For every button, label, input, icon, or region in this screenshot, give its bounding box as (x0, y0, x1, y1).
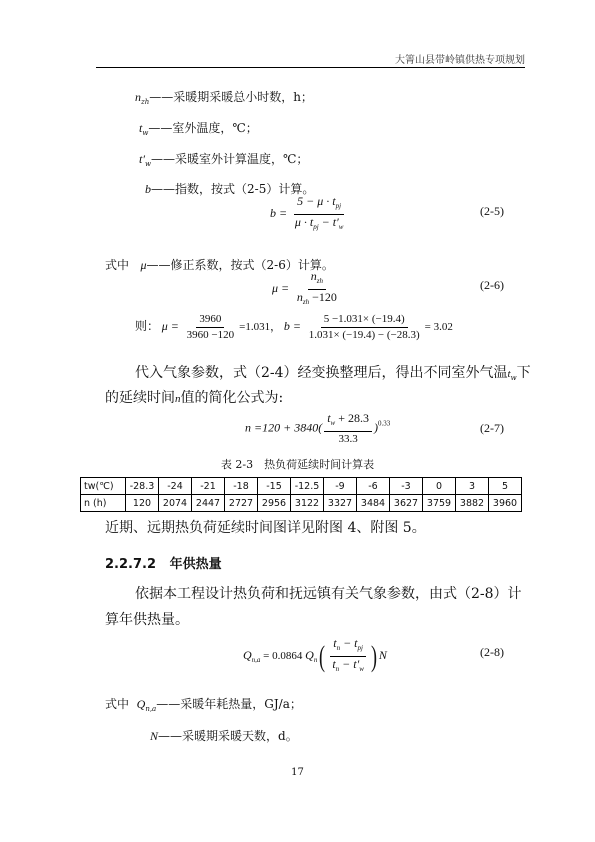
equation-2-7 (245, 412, 390, 446)
paragraph-2-line-1: 依据本工程设计热负荷和抚远镇有关气象参数，由式（2-8）计 (135, 586, 522, 602)
table-cell: -12.5 (291, 478, 324, 495)
table-cell: 3 (456, 478, 489, 495)
symbol-t-prime: t′ (139, 152, 145, 166)
table-cell: -18 (225, 478, 258, 495)
symbol-n: n (175, 393, 181, 405)
b-lhs: b = (283, 319, 301, 334)
denominator: 3960 −120 (186, 329, 235, 341)
fraction (324, 412, 372, 446)
data-table (80, 477, 522, 512)
lead-text: 式中 (105, 258, 130, 272)
paragraph-1-line-1 (135, 362, 531, 382)
table-cell: 2074 (159, 495, 192, 512)
row-header: tw(℃) (81, 478, 126, 495)
fraction (294, 270, 340, 309)
section-number: 2.2.7.2 (105, 557, 156, 572)
symbol-t: t (507, 368, 511, 380)
denominator: 33.3 (338, 433, 358, 445)
mu-lhs: μ = (161, 319, 179, 334)
table-row (81, 478, 522, 495)
subscript: n (313, 656, 318, 665)
numerator: $t_w + 28.3$ (324, 412, 372, 432)
subscript: w (144, 160, 151, 168)
eq-lhs: n =120 + 3840( (245, 420, 323, 435)
then-line (135, 313, 453, 342)
table-cell: 3122 (291, 495, 324, 512)
text: 下 (516, 365, 531, 381)
def-text: ——采暖期采暖总小时数，h； (149, 90, 313, 104)
symbol-N: N (378, 648, 387, 663)
table-cell: -3 (390, 478, 423, 495)
def-text: ——指数，按式（2-5）计算。 (151, 182, 315, 196)
symbol-t: t (139, 121, 143, 135)
def-text: ——室外温度，℃； (148, 121, 258, 135)
table-cell: -24 (159, 478, 192, 495)
subscript: w (142, 129, 149, 137)
b-fraction (306, 313, 423, 342)
equals-coefficient: = 0.0864 (263, 650, 306, 663)
denominator: 1.031× (−19.4) − (−28.3) (308, 329, 420, 341)
table-cell: 2447 (192, 495, 225, 512)
symbol-n: n (135, 90, 141, 104)
table-cell: -28.3 (126, 478, 159, 495)
after-table-text: 近期、远期热负荷延续时间图详见附图 4、附图 5。 (105, 520, 426, 536)
def-tw (139, 119, 258, 137)
table-cell: 3882 (456, 495, 489, 512)
symbol-q: Q (136, 697, 146, 711)
left-paren: ( (319, 639, 326, 673)
numerator: $5 - \mu \cdot t_{pj}$ (294, 195, 344, 215)
text: 的延续时间 (105, 390, 175, 406)
fraction (292, 195, 347, 234)
eq-rhs: ) (374, 420, 378, 435)
table-row (81, 495, 522, 512)
mu-fraction (184, 313, 237, 342)
page-number: 17 (291, 767, 304, 778)
text: 值的简化公式为: (180, 390, 284, 406)
symbol-q: Q (305, 648, 314, 663)
lead-text: 则： (135, 319, 160, 334)
table-cell: -9 (324, 478, 357, 495)
table-cell: 3960 (489, 495, 522, 512)
table-cell: -21 (192, 478, 225, 495)
equation-2-8 (243, 637, 387, 676)
table-cell: 2956 (258, 495, 291, 512)
table-cell: -6 (357, 478, 390, 495)
equation-number: (2-5) (480, 204, 504, 218)
symbol-mu: μ (140, 258, 147, 272)
lead-text: 式中 (105, 697, 130, 711)
def-text: ——采暖室外计算温度，℃； (150, 152, 309, 166)
table-cell: 120 (126, 495, 159, 512)
denominator: $\mu \cdot t_{pj} - t'_w$ (294, 215, 344, 231)
section-heading (105, 553, 222, 572)
def-q (105, 695, 302, 713)
right-paren: ) (370, 639, 377, 673)
table-cell: 5 (489, 478, 522, 495)
paragraph-2-line-2: 算年供热量。 (105, 612, 189, 628)
def-twp (139, 150, 308, 168)
header-rule (96, 67, 525, 68)
denominator: $n_{zh} -120$ (296, 290, 337, 306)
b-result: = 3.02 (424, 321, 453, 334)
numerator: $n_{zh}$ (308, 270, 326, 290)
table-cell: 3327 (324, 495, 357, 512)
subscript: zh (141, 98, 150, 106)
running-header: 大箐山县带岭镇供热专项规划 (395, 55, 525, 66)
fraction (329, 637, 367, 676)
def-n (150, 727, 298, 744)
row-header: n (h) (81, 495, 126, 512)
numerator: 3960 (196, 313, 224, 328)
eq-lhs: μ = (272, 281, 290, 296)
eq-lhs: b = (270, 206, 288, 221)
symbol-b: b (145, 182, 151, 196)
denominator: $t_n - t'_w$ (332, 657, 364, 673)
equation-number: (2-8) (480, 645, 504, 659)
subscript: w (510, 374, 517, 382)
table-cell: 3759 (423, 495, 456, 512)
subscript: n,a (145, 705, 157, 713)
mu-result: =1.031， (239, 321, 282, 334)
def-text: ——采暖期采暖天数，d。 (158, 729, 298, 743)
table-cell: -15 (258, 478, 291, 495)
table-cell: 3627 (390, 495, 423, 512)
table-cell: 3484 (357, 495, 390, 512)
section-title: 年供热量 (169, 557, 222, 572)
numerator: $t_n - t_{pj}$ (330, 637, 366, 657)
equation-number: (2-7) (480, 421, 504, 435)
def-text: ——采暖年耗热量，GJ/a； (156, 697, 302, 711)
equation-number: (2-6) (480, 278, 504, 292)
exponent: 0.33 (378, 419, 391, 428)
equation-2-6 (272, 270, 342, 309)
def-text: ——修正系数，按式（2-6）计算。 (146, 258, 334, 272)
equation-2-5 (270, 195, 348, 234)
subscript: n,a (251, 656, 261, 665)
eq-lhs: Q (243, 648, 252, 663)
paragraph-1-line-2 (105, 387, 283, 407)
table-cell: 2727 (225, 495, 258, 512)
def-nzh (135, 88, 313, 106)
numerator: 5 −1.031× (−19.4) (321, 313, 408, 328)
table-cell: 0 (423, 478, 456, 495)
symbol-N: N (150, 729, 159, 743)
table-caption: 表 2-3 热负荷延续时间计算表 (220, 458, 375, 471)
text: 代入气象参数，式（2-4）经变换整理后，得出不同室外气温 (135, 365, 508, 381)
